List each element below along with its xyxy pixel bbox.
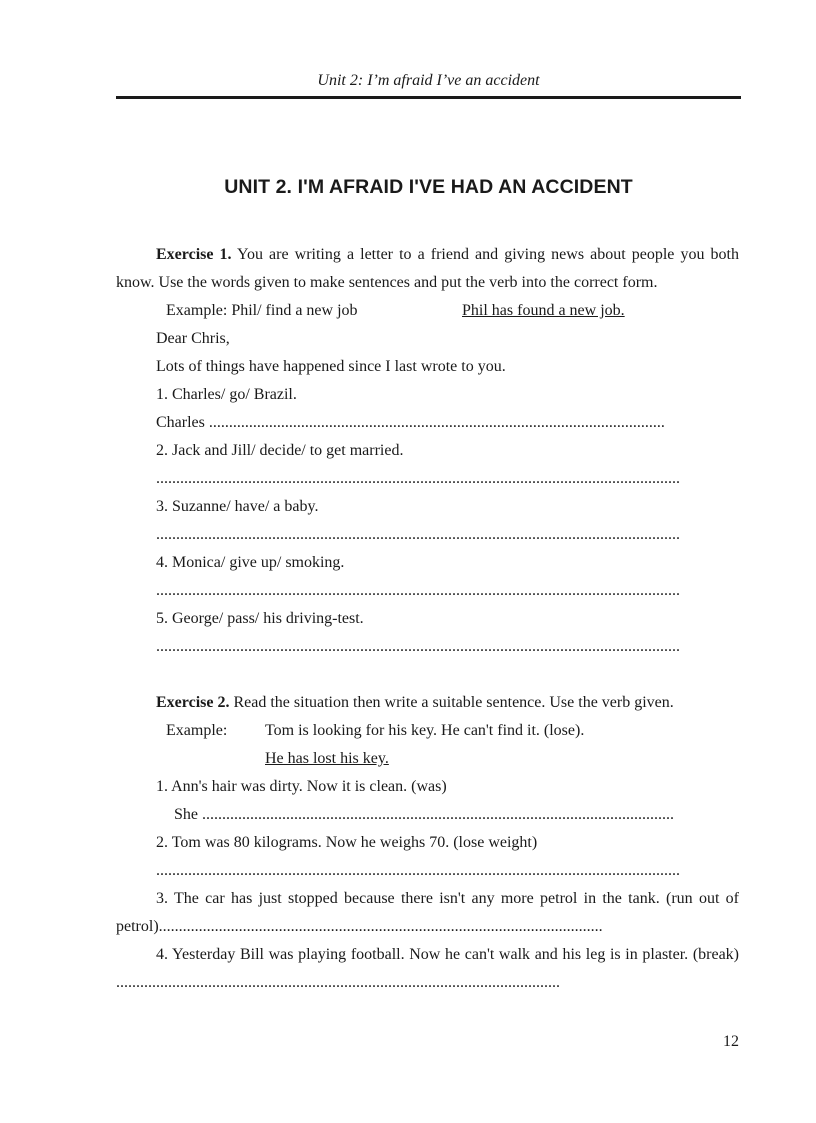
exercise-1-item-3-prompt: 3. Suzanne/ have/ a baby. (156, 498, 319, 515)
section-spacer (116, 661, 739, 689)
example-label: Example: (166, 722, 228, 739)
exercise-1-label: Exercise 1. (156, 246, 232, 263)
exercise-2-item-1-answer-line: She ...................................................................................................................... (174, 806, 674, 823)
exercise-2-example-answer-row (116, 745, 739, 773)
letter-salutation: Dear Chris, (156, 330, 230, 347)
exercise-1-item-4-answer-line: ................................................................................................................................... (156, 582, 680, 599)
example-answer: He has lost his key. (265, 750, 389, 767)
exercise-1-item-5-prompt: 5. George/ pass/ his driving-test. (156, 610, 364, 627)
exercise-2-item-3: 3. The car has just stopped because there isn't any more petrol in the tank. (run out of petrol)............................................................................................................... (116, 890, 739, 935)
exercise-1-example (116, 297, 739, 325)
exercise-2-item-4: 4. Yesterday Bill was playing football. Now he can't walk and his leg is in plaster. (break) ............................................................................................................... (116, 946, 739, 991)
exercise-2-instruction (116, 689, 739, 717)
example-answer: Phil has found a new job. (462, 302, 625, 319)
example-phrase: Example: Phil/ find a new job (166, 302, 358, 319)
exercise-2-item-1-prompt: 1. Ann's hair was dirty. Now it is clean. (was) (156, 778, 447, 795)
exercise-1-instruction (116, 241, 739, 297)
example-situation: Tom is looking for his key. He can't find it. (lose). (265, 722, 585, 739)
exercise-2-example (116, 717, 739, 745)
exercise-1-item-4-prompt: 4. Monica/ give up/ smoking. (156, 554, 345, 571)
header-rule (116, 96, 741, 99)
exercise-1-item-2-answer-line: ................................................................................................................................... (156, 470, 680, 487)
exercise-2-item-2-answer-line: ................................................................................................................................... (156, 862, 680, 879)
exercise-1-item-1-prompt: 1. Charles/ go/ Brazil. (156, 386, 297, 403)
exercise-1-item-3-answer-line: ................................................................................................................................... (156, 526, 680, 543)
exercise-2-item-2-prompt: 2. Tom was 80 kilograms. Now he weighs 70. (lose weight) (156, 834, 538, 851)
exercise-1-instruction-text: You are writing a letter to a friend and giving news about people you both know. Use the words given to make sentences and put the verb into the correct form. (116, 246, 740, 291)
example-answer-spacer (166, 745, 265, 773)
letter-opening: Lots of things have happened since I last wrote to you. (156, 358, 506, 375)
page-body (116, 241, 739, 997)
running-header: Unit 2: I’m afraid I’ve an accident (317, 72, 540, 89)
exercise-1-item-5-answer-line: ................................................................................................................................... (156, 638, 680, 655)
exercise-1-item-2-prompt: 2. Jack and Jill/ decide/ to get married. (156, 442, 404, 459)
exercise-1-item-1-answer-line: Charles .................................................................................................................. (156, 414, 665, 431)
exercise-2-label: Exercise 2. (156, 694, 230, 711)
unit-title: UNIT 2. I'M AFRAID I'VE HAD AN ACCIDENT (224, 176, 633, 198)
page-number: 12 (723, 1033, 739, 1050)
exercise-2-instruction-text: Read the situation then write a suitable sentence. Use the verb given. (229, 694, 674, 711)
